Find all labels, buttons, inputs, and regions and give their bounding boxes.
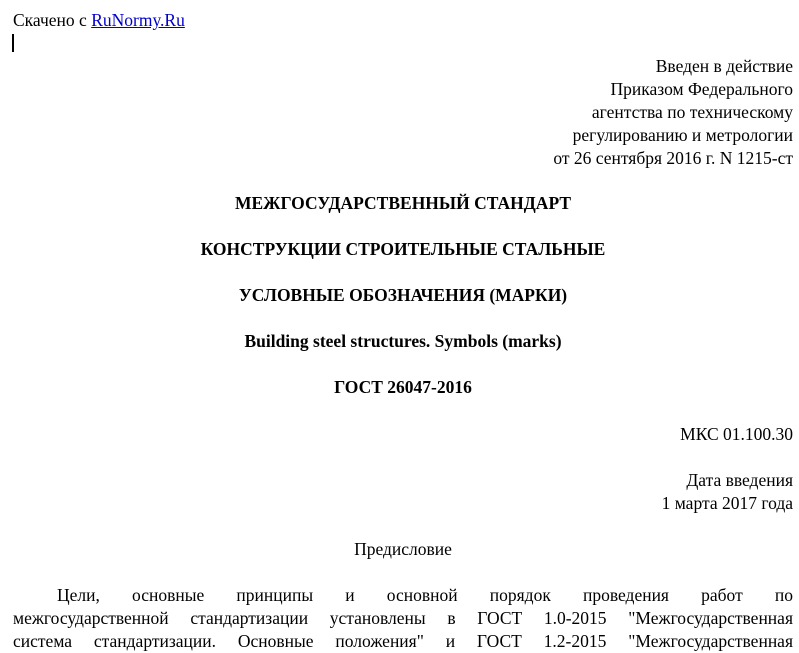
standard-type-heading: МЕЖГОСУДАРСТВЕННЫЙ СТАНДАРТ [234, 193, 572, 213]
standard-subtitle-ru: УСЛОВНЫЕ ОБОЗНАЧЕНИЯ (МАРКИ) [238, 285, 568, 305]
enactment-line: Приказом Федерального [610, 79, 793, 99]
preface-paragraph [13, 584, 793, 653]
enactment-line: агентства по техническому [591, 102, 793, 122]
text-cursor [12, 34, 14, 52]
standard-name-ru: КОНСТРУКЦИИ СТРОИТЕЛЬНЫЕ СТАЛЬНЫЕ [200, 239, 606, 259]
source-line [13, 9, 185, 32]
standard-code: ГОСТ 26047-2016 [334, 377, 472, 397]
paragraph-line: Цели, основные принципы и основной порядок проведения работ по [57, 585, 793, 605]
effective-date-label: Дата введения [686, 470, 793, 490]
mks-code: МКС 01.100.30 [680, 424, 793, 444]
effective-date-value: 1 марта 2017 года [661, 493, 793, 513]
enactment-block [553, 55, 793, 170]
paragraph-line: система стандартизации. Основные положения" и ГОСТ 1.2-2015 "Межгосударственная [13, 631, 793, 651]
standard-name-en: Building steel structures. Symbols (marks) [244, 331, 562, 351]
source-prefix: Скачено с [13, 10, 92, 30]
preface-heading: Предисловие [354, 539, 452, 559]
enactment-line: регулированию и метрологии [572, 125, 793, 145]
source-link[interactable]: RuNormy.Ru [91, 10, 185, 30]
enactment-line: Введен в действие [655, 56, 793, 76]
paragraph-line: межгосударственной стандартизации установлены в ГОСТ 1.0-2015 "Межгосударственная [13, 608, 793, 628]
enactment-line: от 26 сентября 2016 г. N 1215-ст [553, 148, 793, 168]
effective-date-block [662, 469, 793, 515]
